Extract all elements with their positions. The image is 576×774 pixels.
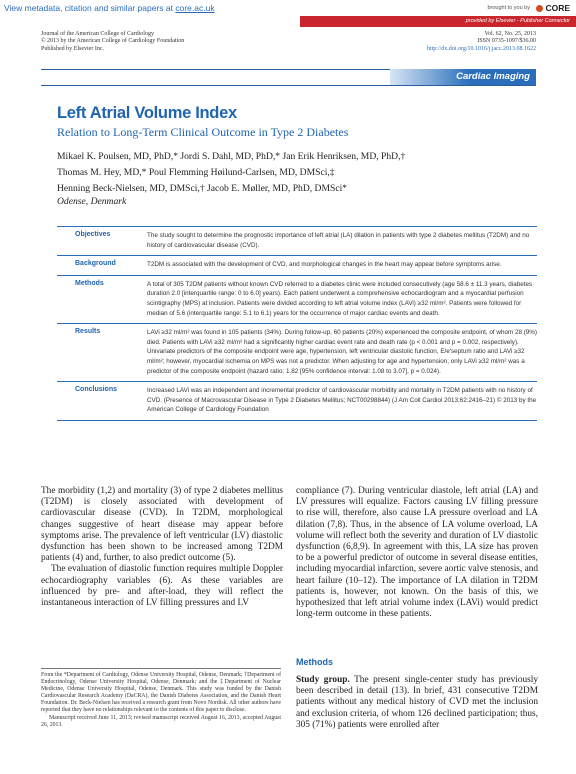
study-group-paragraph bbox=[296, 675, 538, 731]
affiliation: Odense, Denmark bbox=[57, 196, 127, 207]
abstract-row-methods bbox=[57, 275, 537, 323]
core-logo-text: CORE bbox=[545, 3, 570, 13]
doi-link[interactable]: http://dx.doi.org/10.1016/j.jacc.2013.08.1622 bbox=[426, 45, 536, 52]
journal-publisher: Published by Elsevier Inc. bbox=[41, 45, 104, 52]
core-link-domain: core.ac.uk bbox=[175, 3, 215, 13]
footnote-manuscript-dates: Manuscript received June 11, 2013; revised manuscript received August 16, 2013, accepted August 26, 2013. bbox=[41, 714, 281, 728]
abstract-label: Conclusions bbox=[75, 386, 118, 394]
abstract-text: LAVi ≥32 ml/m² was found in 105 patients (34%). During follow-up, 60 patients (20%) experienced the composite endpoint, of whom 28 (9%) died. Patients with LAVi ≥32 ml/m² had a significantly higher cardiac event rate and death rate (p < 0.001 and p = 0.002, respectively). Univariate predictors of the composite endpoint were age, hypertension, left ventricular diastolic function, E/e′septum ratio and LAVi ≥32 ml/m²; however, myocardial ischemia on MPS was not a predictor. When adjusting for age and hypertension, only LAVi ≥32 ml/m² was a predictor of the composite endpoint (hazard ratio: 1.82 [95% confidence interval: 1.08 to 3.07], p = 0.024). bbox=[147, 329, 537, 375]
abstract-row-background bbox=[57, 255, 537, 275]
abstract-row-results bbox=[57, 323, 537, 381]
core-brought-text: brought to you by bbox=[487, 5, 530, 11]
journal-info-left bbox=[41, 31, 184, 53]
author-line: Mikael K. Poulsen, MD, PhD,* Jordi S. Dahl, MD, PhD,* Jan Erik Henriksen, MD, PhD,† bbox=[57, 151, 406, 162]
abstract-label: Results bbox=[75, 328, 101, 336]
study-group-text: The present single-center study has previously been described in detail (13). In brief, 431 consecutive T2DM patients without any medical history of CVD met the inclusion and exclusion criteria, of whom 126 declined participation; thus, 305 (71%) patients were enrolled after bbox=[296, 675, 538, 730]
abstract-text: Increased LAVi was an independent and incremental predictor of cardiovascular morbidity and mortality in T2DM patients with no history of CVD. (Presence of Macrovascular Disease in Type 2 Diabetes Mellitus; NCT00298844) (J Am Coll Cardiol 2013;62:2416–21) © 2013 by the American College of Cardiology Foundation bbox=[147, 387, 537, 414]
core-logo-icon bbox=[536, 5, 543, 12]
structured-abstract bbox=[57, 226, 537, 421]
section-banner bbox=[390, 69, 536, 85]
article-subtitle: Relation to Long-Term Clinical Outcome in Type 2 Diabetes bbox=[57, 125, 349, 139]
author-line: Henning Beck-Nielsen, MD, DMSci,† Jacob E. Møller, MD, PhD, DMSci* bbox=[57, 183, 348, 194]
abstract-text: The study sought to determine the prognostic importance of left atrial (LA) dilation in patients with type 2 diabetes mellitus (T2DM) and no history of cardiovascular disease (CVD). bbox=[147, 232, 530, 249]
article-title: Left Atrial Volume Index bbox=[57, 104, 237, 122]
author-list bbox=[57, 149, 527, 197]
body-column-left bbox=[41, 486, 283, 609]
provided-by-banner: provided by Elsevier - Publisher Connector bbox=[300, 16, 576, 27]
abstract-text: A total of 305 T2DM patients without known CVD referred to a diabetes clinic were included consecutively (age 58.6 ± 11.3 years, diabetes duration 2.0 [interquartile range: 0 to 6.0] years). Each patient underwent a comprehensive echocardiogram and a myocardial perfusion scintigraphy (MPS) at inclusion. Patients were divided according to left atrial volume index (LAVi) ≥32 ml/m². Patients were followed for median of 5.6 (interquartile range: 5.1 to 6.1) years for the occurrence of major cardiac events and death. bbox=[147, 280, 533, 317]
author-line: Thomas M. Hey, MD,* Poul Flemming Høilund-Carlsen, MD, DMSci,‡ bbox=[57, 167, 335, 178]
header-rule-bottom bbox=[41, 85, 536, 86]
journal-name: Journal of the American College of Cardiology bbox=[41, 31, 154, 37]
abstract-row-objectives bbox=[57, 226, 537, 255]
journal-volume: Vol. 62, No. 25, 2013 bbox=[484, 31, 536, 37]
core-metadata-link[interactable] bbox=[4, 3, 215, 13]
abstract-text: T2DM is associated with the development of CVD, and morphological changes in the heart may appear before symptoms arise. bbox=[147, 261, 502, 269]
methods-heading: Methods bbox=[296, 657, 333, 667]
footnote-rule bbox=[41, 668, 281, 669]
journal-issn: ISSN 0735-1097/$36.00 bbox=[477, 38, 536, 45]
abstract-label: Background bbox=[75, 260, 116, 268]
core-logo[interactable] bbox=[536, 3, 570, 13]
abstract-row-conclusions bbox=[57, 381, 537, 421]
body-paragraph: The evaluation of diastolic function requires multiple Doppler echocardiography variables (6). As these variables are influenced by pre- and after-load, they will reflect the instantaneous interaction of LV filling pressures and LV bbox=[41, 564, 283, 609]
journal-info-right bbox=[427, 31, 536, 53]
footnote bbox=[41, 672, 281, 729]
section-label: Cardiac Imaging bbox=[456, 71, 530, 82]
body-column-right bbox=[296, 486, 538, 620]
core-link-prefix: View metadata, citation and similar papers at bbox=[4, 3, 176, 13]
core-banner bbox=[0, 0, 576, 16]
study-group-label: Study group. bbox=[296, 675, 350, 685]
body-paragraph: The morbidity (1,2) and mortality (3) of type 2 diabetes mellitus (T2DM) is closely associated with development of cardiovascular disease (CVD). In T2DM, morphological changes suggestive of heart disease may appear before symptoms arise. The prevalence of left ventricular (LV) diastolic dysfunction has been shown to be increased among T2DM patients (4) and, further, to also predict outcome (5). bbox=[41, 486, 283, 564]
journal-copyright: © 2013 by the American College of Cardiology Foundation bbox=[41, 38, 185, 45]
abstract-label: Objectives bbox=[75, 231, 111, 238]
footnote-affiliations: From the *Department of Cardiology, Odense University Hospital, Odense, Denmark; †Department of Endocrinology, Odense University Hospital, Odense, Denmark; and the ‡Department of Nuclear Medicine, Odense University Hospital, Odense, Denmark. This study was funded by the Danish Cardiovascular Research Academy (DaCRA), the Danish Diabetes Association, and the Danish Heart Foundation. Dr. Beck-Nielsen has received a research grant from Novo Nordisk. All other authors have reported that they have no relationships relevant to the contents of this paper to disclose. bbox=[41, 672, 281, 714]
abstract-label: Methods bbox=[75, 279, 104, 287]
body-paragraph: compliance (7). During ventricular diastole, left atrial (LA) and LV pressures will equalize. Factors causing LV filling pressure to rise will, therefore, also cause LA pressure overload and LA dilation (7,8). Thus, in the absence of LA volume overload, LA volume will reflect both the severity and duration of LV diastolic dysfunction (6,8,9). In agreement with this, LA size has proven to be a powerful predictor of outcome in several disease entities, including myocardial infarction, severe aortic valve stenosis, and heart failure (10–12). The importance of LA dilation in T2DM patients is, however, not known. On the basis of this, we hypothesized that left atrial volume index (LAVi) would predict long-term outcome in these patients. bbox=[296, 486, 538, 620]
